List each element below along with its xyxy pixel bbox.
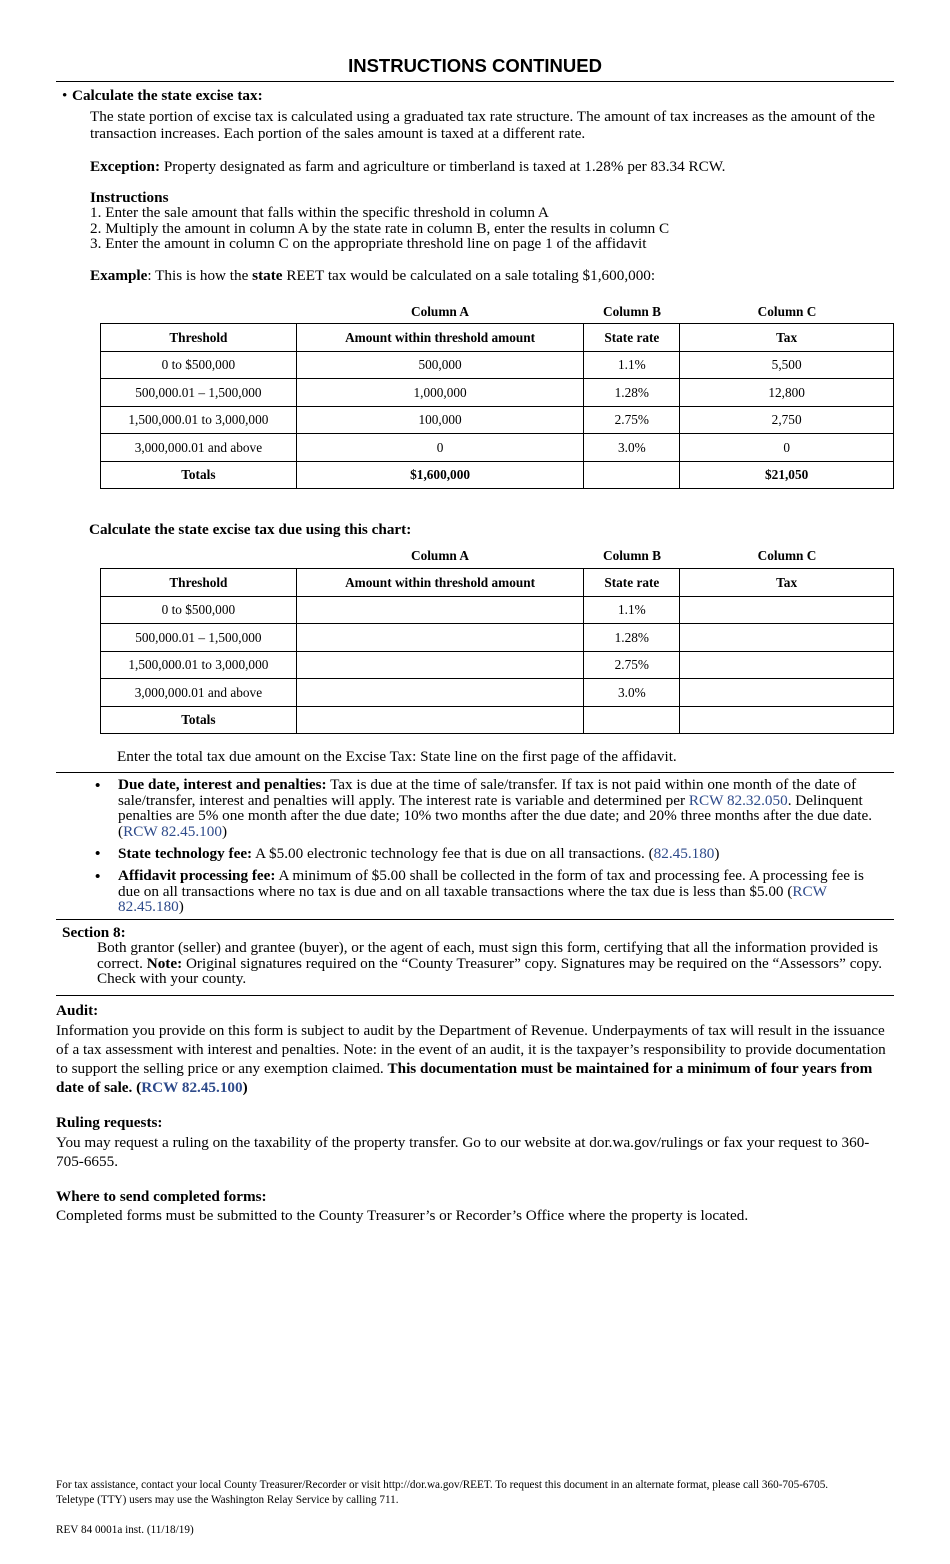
header-tax: Tax <box>680 324 894 352</box>
tax-entry-cell[interactable] <box>680 706 894 734</box>
instruction-step: 1. Enter the sale amount that falls within the specific threshold in column A <box>90 204 549 221</box>
rate-cell: 2.75% <box>584 406 680 434</box>
footer-assistance: For tax assistance, contact your local County Treasurer/Recorder or visit http://dor.wa.gov/REET. To request this document in an alternate format, please call 360-705-6705. Teletype (TTY) users may use the Washington Relay Service by calling 711. <box>56 1479 829 1506</box>
tax-cell: 12,800 <box>680 379 894 407</box>
rate-cell <box>584 706 680 734</box>
amount-entry-cell[interactable] <box>296 596 584 624</box>
rate-cell: 3.0% <box>584 434 680 462</box>
column-a-label: Column A <box>410 304 469 319</box>
header-threshold: Threshold <box>101 569 297 597</box>
table-header-row <box>101 324 894 352</box>
threshold-cell: 500,000.01 – 1,500,000 <box>101 624 297 652</box>
table-row <box>101 596 894 624</box>
section-8-label: Section 8: <box>62 924 126 941</box>
divider <box>56 995 894 996</box>
ruling-text: You may request a ruling on the taxability of the property transfer. Go to our website at dor.wa.gov/rulings or fax your request to 360-705-6655. <box>56 1134 870 1170</box>
column-b-label: Column B <box>602 304 661 319</box>
column-c-label: Column C <box>757 304 817 319</box>
calc-bullet: • <box>62 87 68 104</box>
rate-cell: 2.75% <box>584 651 680 679</box>
audit-text: Information you provide on this form is subject to audit by the Department of Revenue. Underpayments of tax will result in the issuance of a tax assessment with interest and penalties. Note: in the event of an audit, it is the taxpayer’s responsibility to provide documentation to support the selling price or any exemption claimed. This documentation must be maintained for a minimum of four years from date of sale. (RCW 82.45.100) <box>56 1022 886 1096</box>
threshold-cell: Totals <box>101 706 297 734</box>
divider <box>56 772 894 773</box>
tax-entry-cell[interactable] <box>680 596 894 624</box>
table-row <box>101 651 894 679</box>
header-threshold: Threshold <box>101 324 297 352</box>
threshold-cell: Totals <box>101 461 297 489</box>
instruction-steps <box>90 205 669 252</box>
column-b-label: Column B <box>602 548 661 563</box>
rcw-link[interactable]: RCW 82.45.100 <box>123 822 222 840</box>
amount-entry-cell[interactable] <box>296 679 584 707</box>
affidavit-fee-text: Affidavit processing fee: A minimum of $5.00 shall be collected in the form of tax and processing fee. A processing fee is due on all transactions where no tax is due and on all taxable transactions where the tax due is less than $5.00 (RCW 82.45.180) <box>118 867 864 915</box>
calc-heading: Calculate the state excise tax: <box>72 87 263 104</box>
table-row <box>101 434 894 462</box>
rate-cell: 3.0% <box>584 679 680 707</box>
table-row <box>101 679 894 707</box>
header-amount: Amount within threshold amount <box>296 569 584 597</box>
example-tax-table <box>100 323 894 489</box>
tech-fee-text: State technology fee: A $5.00 electronic technology fee that is due on all transactions. (82.45.180) <box>118 845 720 862</box>
exception-text: Exception: Property designated as farm and agriculture or timberland is taxed at 1.28% per 83.34 RCW. <box>90 158 726 175</box>
bullet-icon: • <box>95 868 101 885</box>
totals-row <box>101 461 894 489</box>
rate-cell: 1.28% <box>584 379 680 407</box>
table-row <box>101 624 894 652</box>
table-row <box>101 379 894 407</box>
table-row <box>101 351 894 379</box>
column-a-label: Column A <box>410 548 469 563</box>
chart-heading: Calculate the state excise tax due using this chart: <box>89 521 412 538</box>
amount-entry-cell[interactable] <box>296 706 584 734</box>
enter-total-note: Enter the total tax due amount on the Excise Tax: State line on the first page of the affidavit. <box>117 748 677 765</box>
tax-cell: 2,750 <box>680 406 894 434</box>
amount-cell: 1,000,000 <box>296 379 584 407</box>
header-rate: State rate <box>584 324 680 352</box>
form-id: REV 84 0001a inst. (11/18/19) <box>56 1524 194 1536</box>
section-8-text: Both grantor (seller) and grantee (buyer), or the agent of each, must sign this form, certifying that all the information provided is correct. Note: Original signatures required on the “County Treasurer” copy. Signatures may be required on the “Assessors” copy. Check with your county. <box>97 939 883 987</box>
threshold-cell: 0 to $500,000 <box>101 351 297 379</box>
audit-label: Audit: <box>56 1002 99 1019</box>
column-c-label: Column C <box>757 548 817 563</box>
threshold-cell: 3,000,000.01 and above <box>101 679 297 707</box>
threshold-cell: 1,500,000.01 to 3,000,000 <box>101 406 297 434</box>
rcw-link[interactable]: RCW 82.45.100 <box>141 1079 243 1096</box>
amount-entry-cell[interactable] <box>296 651 584 679</box>
rate-cell: 1.28% <box>584 624 680 652</box>
threshold-cell: 3,000,000.01 and above <box>101 434 297 462</box>
rcw-link[interactable]: 82.45.180 <box>653 845 715 862</box>
page-title: INSTRUCTIONS CONTINUED <box>348 55 602 76</box>
due-date-text: Due date, interest and penalties: Tax is due at the time of sale/transfer. If tax is not paid within one month of the date of sale/transfer, interest and penalties will apply. The interest rate is variable and determined per RCW 82.32.050. Delinquent penalties are 5% one month after the due date; 10% two months after the due date; and 20% three months after the due date. (RCW 82.45.100) <box>118 776 873 840</box>
threshold-cell: 1,500,000.01 to 3,000,000 <box>101 651 297 679</box>
tax-entry-cell[interactable] <box>680 679 894 707</box>
where-text: Completed forms must be submitted to the County Treasurer’s or Recorder’s Office where the property is located. <box>56 1207 749 1224</box>
tax-cell: 5,500 <box>680 351 894 379</box>
rate-cell: 1.1% <box>584 596 680 624</box>
ruling-label: Ruling requests: <box>56 1114 163 1131</box>
title-rule <box>56 81 894 82</box>
bullet-icon: • <box>95 845 101 862</box>
rcw-link[interactable]: RCW 82.32.050 <box>688 791 788 809</box>
divider <box>56 919 894 920</box>
table-row <box>101 406 894 434</box>
header-amount: Amount within threshold amount <box>296 324 584 352</box>
tax-entry-cell[interactable] <box>680 651 894 679</box>
instructions-label: Instructions <box>90 189 169 206</box>
exception-label: Exception: <box>90 158 161 175</box>
example-text: Example: This is how the state REET tax would be calculated on a sale totaling $1,600,000: <box>90 267 656 284</box>
amount-cell: $1,600,000 <box>296 461 584 489</box>
table-header-row <box>101 569 894 597</box>
threshold-cell: 500,000.01 – 1,500,000 <box>101 379 297 407</box>
where-label: Where to send completed forms: <box>56 1188 267 1205</box>
tax-cell: 0 <box>680 434 894 462</box>
header-tax: Tax <box>680 569 894 597</box>
rate-cell: 1.1% <box>584 351 680 379</box>
amount-entry-cell[interactable] <box>296 624 584 652</box>
tax-entry-cell[interactable] <box>680 624 894 652</box>
rate-cell <box>584 461 680 489</box>
instruction-step: 3. Enter the amount in column C on the appropriate threshold line on page 1 of the affidavit <box>90 235 647 252</box>
totals-row <box>101 706 894 734</box>
fill-in-tax-table <box>100 568 894 734</box>
instruction-step: 2. Multiply the amount in column A by the state rate in column B, enter the results in column C <box>90 219 670 237</box>
tax-cell: $21,050 <box>680 461 894 489</box>
header-rate: State rate <box>584 569 680 597</box>
amount-cell: 500,000 <box>296 351 584 379</box>
calc-paragraph: The state portion of excise tax is calculated using a graduated tax rate structure. The amount of tax increases as the amount of the transaction increases. Each portion of the sales amount is taxed at a different rate. <box>90 108 875 142</box>
threshold-cell: 0 to $500,000 <box>101 596 297 624</box>
amount-cell: 0 <box>296 434 584 462</box>
bullet-icon: • <box>95 777 101 794</box>
amount-cell: 100,000 <box>296 406 584 434</box>
rcw-link[interactable]: RCW 82.45.180 <box>118 882 827 915</box>
